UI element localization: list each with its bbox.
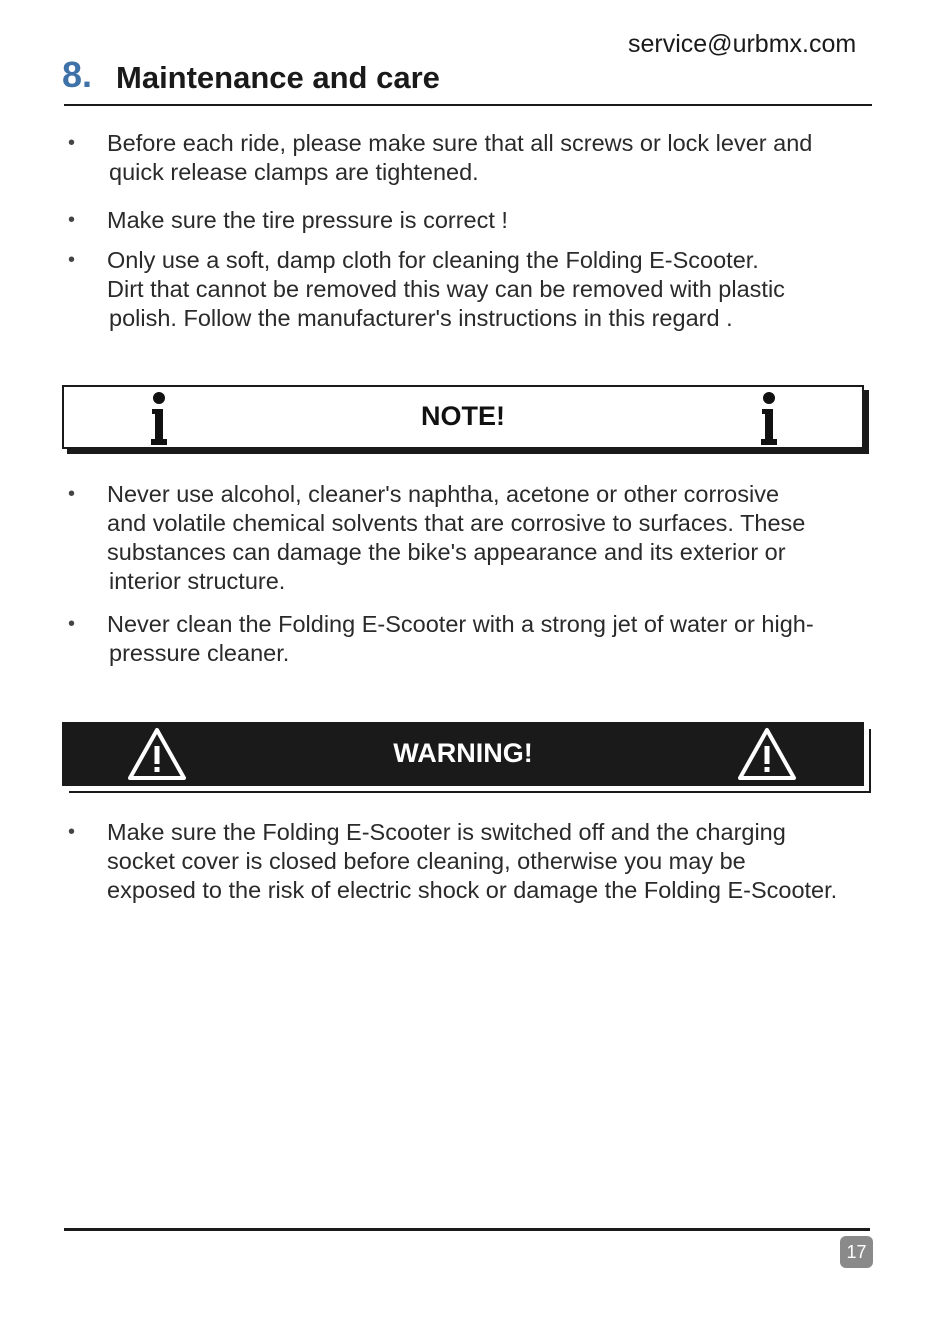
page-number-badge: 17 bbox=[840, 1236, 873, 1268]
list-item-cleaning-cloth: Only use a soft, damp cloth for cleaning the Folding E-Scooter. Dirt that cannot be removed this way can be removed with plastic polish. Follow the manufacturer's instructions in this regard . bbox=[107, 247, 785, 331]
bullet-marker: • bbox=[68, 613, 76, 635]
warning-triangle-icon bbox=[736, 726, 798, 782]
bullet-marker: • bbox=[68, 209, 76, 231]
contact-email: service@urbmx.com bbox=[628, 30, 857, 58]
list-item-tire-pressure: Make sure the tire pressure is correct ! bbox=[107, 207, 508, 233]
info-icon bbox=[758, 391, 780, 445]
warning-label: WARNING! bbox=[393, 738, 533, 768]
list-item-switch-off: Make sure the Folding E-Scooter is switched off and the charging socket cover is closed before cleaning, otherwise you may be exposed to the risk of electric shock or damage the Folding E-Scooter. bbox=[107, 819, 838, 903]
section-number: 8. bbox=[62, 54, 93, 95]
section-title: Maintenance and care bbox=[116, 60, 440, 95]
footer-divider bbox=[64, 1228, 870, 1231]
bullet-marker: • bbox=[68, 249, 76, 271]
list-item-no-solvents: Never use alcohol, cleaner's naphtha, acetone or other corrosive and volatile chemical solvents that are corrosive to surfaces. These substances can damage the bike's appearance and its exterior or interior structure. bbox=[107, 481, 806, 594]
bullet-marker: • bbox=[68, 132, 76, 154]
list-item-screws: Before each ride, please make sure that all screws or lock lever and quick release clamps are tightened. bbox=[107, 130, 813, 185]
bullet-marker: • bbox=[68, 483, 76, 505]
bullet-marker: • bbox=[68, 821, 76, 843]
note-banner bbox=[62, 385, 864, 449]
list-item-no-water-jet: Never clean the Folding E-Scooter with a strong jet of water or high- pressure cleaner. bbox=[107, 611, 814, 666]
note-label: NOTE! bbox=[421, 401, 505, 431]
header-divider bbox=[64, 104, 872, 106]
warning-banner bbox=[62, 722, 864, 786]
